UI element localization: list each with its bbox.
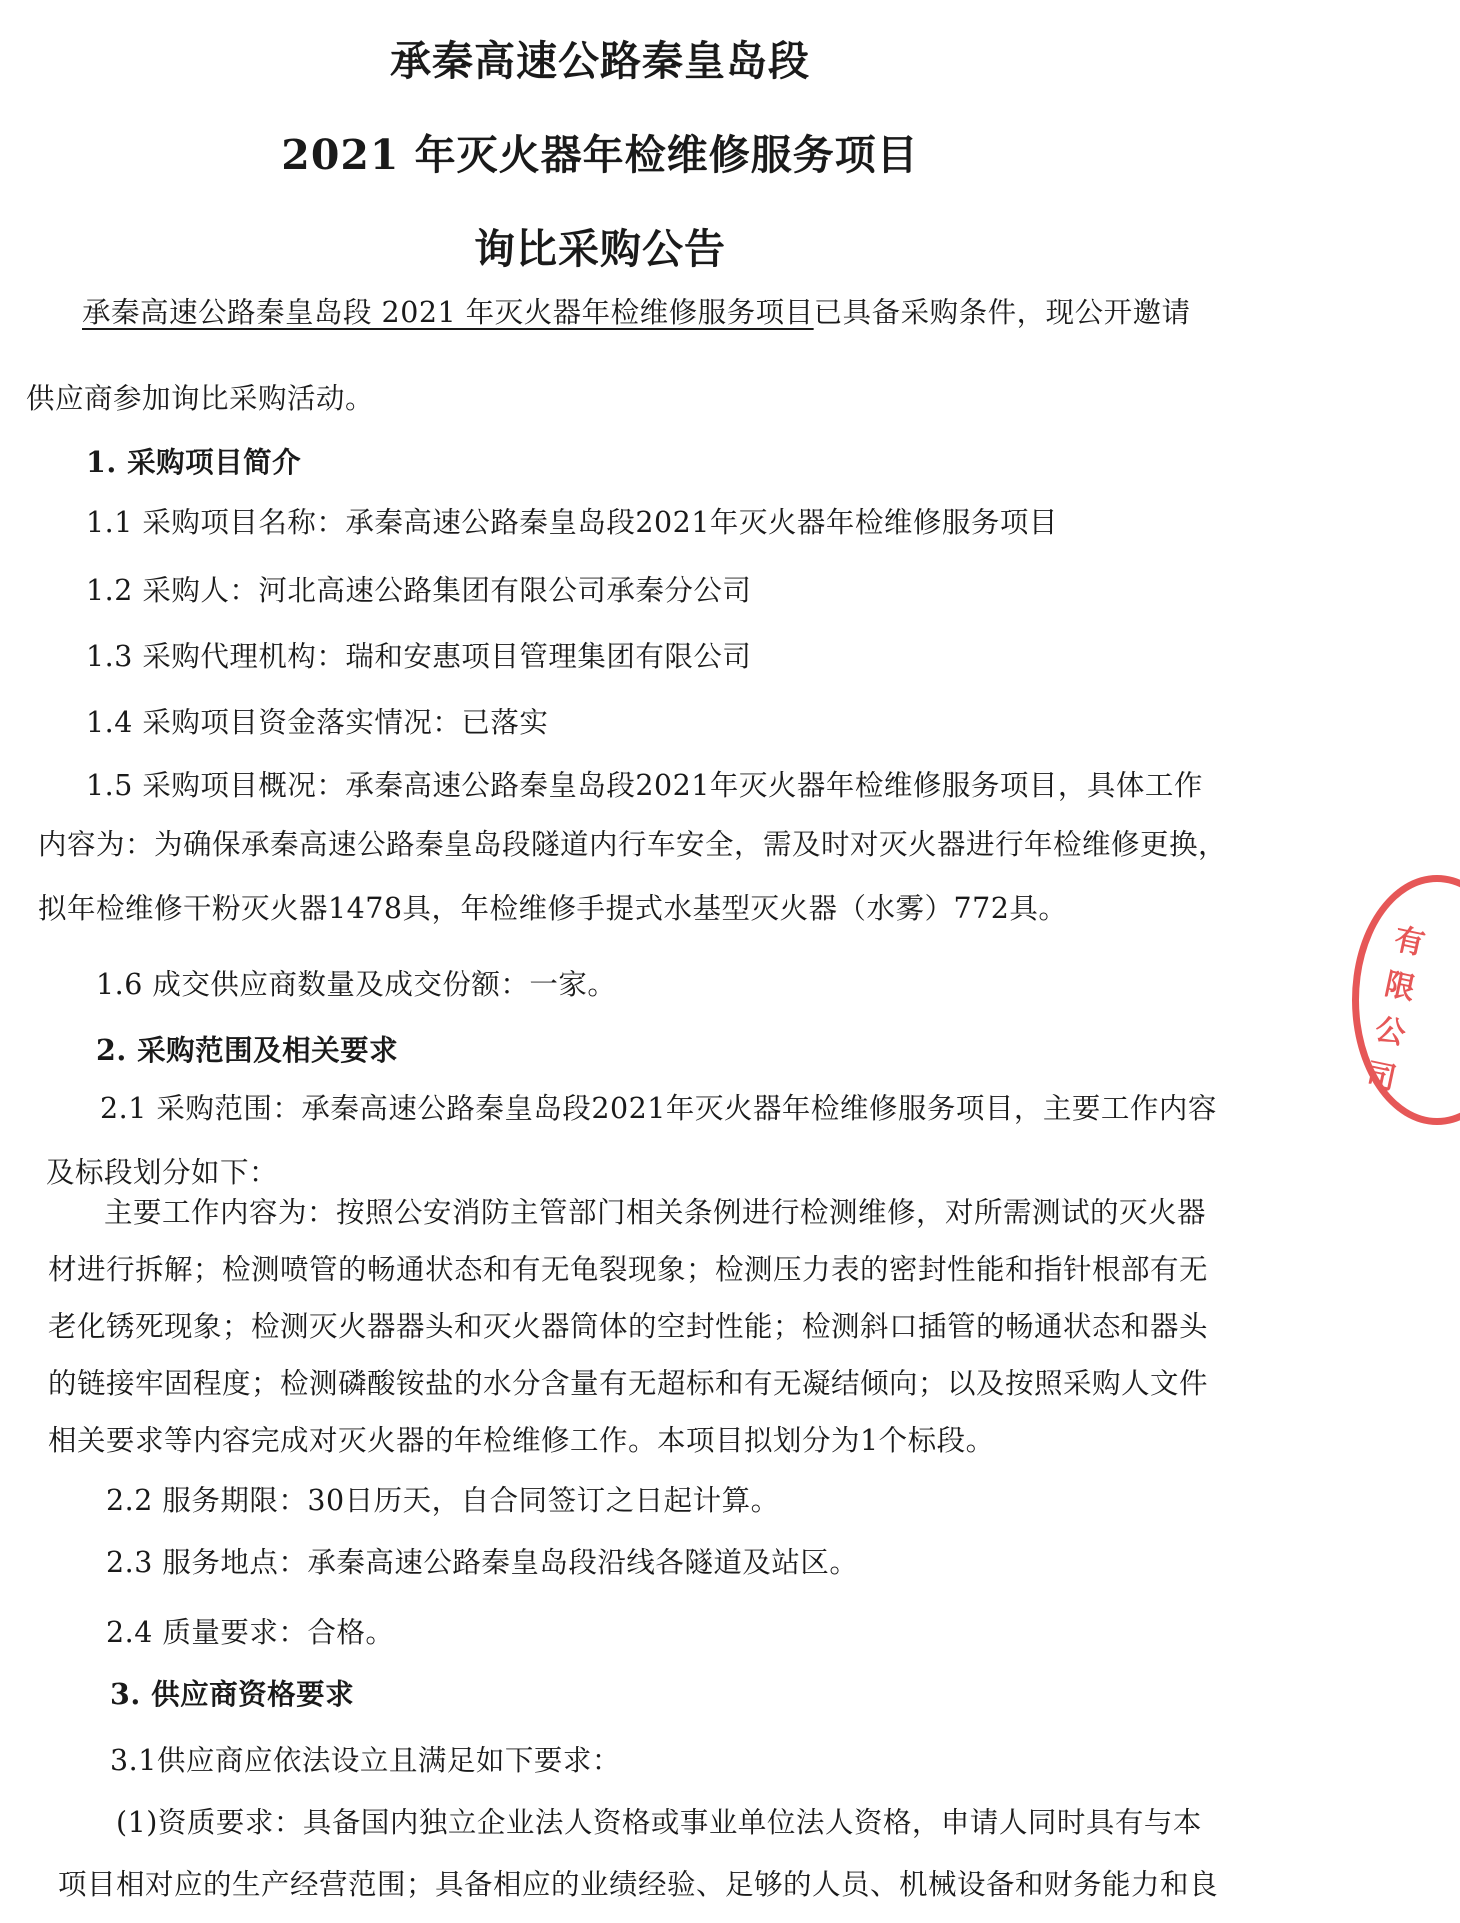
item-1-5-line-2: 内容为：为确保承秦高速公路秦皇岛段隧道内行车安全，需及时对灭火器进行年检维修更换， [38,828,1228,861]
company-seal [1352,875,1460,1125]
section-2-heading: 2. 采购范围及相关要求 [96,1033,399,1067]
item-2-2: 2.2 服务期限：30日历天，自合同签订之日起计算。 [106,1484,780,1517]
item-1-5-line-3: 拟年检维修干粉灭火器1478具，年检维修手提式水基型灭火器（水雾）772具。 [38,892,1068,925]
item-1-1: 1.1 采购项目名称：承秦高速公路秦皇岛段2021年灭火器年检维修服务项目 [86,506,1058,539]
title-line-2: 2021 年灭火器年检维修服务项目 [281,131,919,179]
item-1-5-line-1: 1.5 采购项目概况：承秦高速公路秦皇岛段2021年灭火器年检维修服务项目，具体工作 [86,769,1203,802]
item-3-1-1-line-2: 项目相对应的生产经营范围；具备相应的业绩经验、足够的人员、机械设备和财务能力和良 [58,1868,1219,1901]
item-1-2: 1.2 采购人：河北高速公路集团有限公司承秦分公司 [86,574,752,607]
work-line-5: 相关要求等内容完成对灭火器的年检维修工作。本项目拟划分为1个标段。 [48,1424,995,1457]
item-1-4: 1.4 采购项目资金落实情况：已落实 [86,706,549,739]
seal-text: 有限公司 [1362,921,1428,1098]
item-2-3: 2.3 服务地点：承秦高速公路秦皇岛段沿线各隧道及站区。 [106,1546,859,1579]
work-line-3: 老化锈死现象；检测灭火器器头和灭火器筒体的空封性能；检测斜口插管的畅通状态和器头 [48,1310,1209,1343]
work-line-4: 的链接牢固程度；检测磷酸铵盐的水分含量有无超标和有无凝结倾向；以及按照采购人文件 [48,1367,1209,1400]
work-line-1: 主要工作内容为：按照公安消防主管部门相关条例进行检测维修，对所需测试的灭火器 [104,1196,1207,1229]
item-3-1: 3.1供应商应依法设立且满足如下要求： [110,1744,621,1777]
section-3-heading: 3. 供应商资格要求 [110,1677,355,1711]
work-line-2: 材进行拆解；检测喷管的畅通状态和有无龟裂现象；检测压力表的密封性能和指针根部有无 [48,1253,1209,1286]
intro-rest: 已具备采购条件，现公开邀请 [813,296,1191,329]
project-name-underlined: 承秦高速公路秦皇岛段 2021 年灭火器年检维修服务项目 [82,296,814,329]
item-1-3: 1.3 采购代理机构：瑞和安惠项目管理集团有限公司 [86,640,752,673]
item-2-1-line-1: 2.1 采购范围：承秦高速公路秦皇岛段2021年灭火器年检维修服务项目，主要工作内容 [100,1092,1217,1125]
item-2-1-line-2: 及标段划分如下： [46,1156,279,1189]
title-line-3: 询比采购公告 [474,225,726,273]
intro-paragraph-line-1 [82,290,1191,331]
section-1-heading: 1. 采购项目简介 [86,445,302,479]
item-1-6: 1.6 成交供应商数量及成交份额：一家。 [96,968,617,1001]
item-2-4: 2.4 质量要求：合格。 [106,1616,395,1649]
intro-paragraph-line-2: 供应商参加询比采购活动。 [26,382,375,415]
item-3-1-1-line-1: (1)资质要求：具备国内独立企业法人资格或事业单位法人资格，申请人同时具有与本 [116,1806,1202,1839]
title-line-1: 承秦高速公路秦皇岛段 [390,37,810,85]
